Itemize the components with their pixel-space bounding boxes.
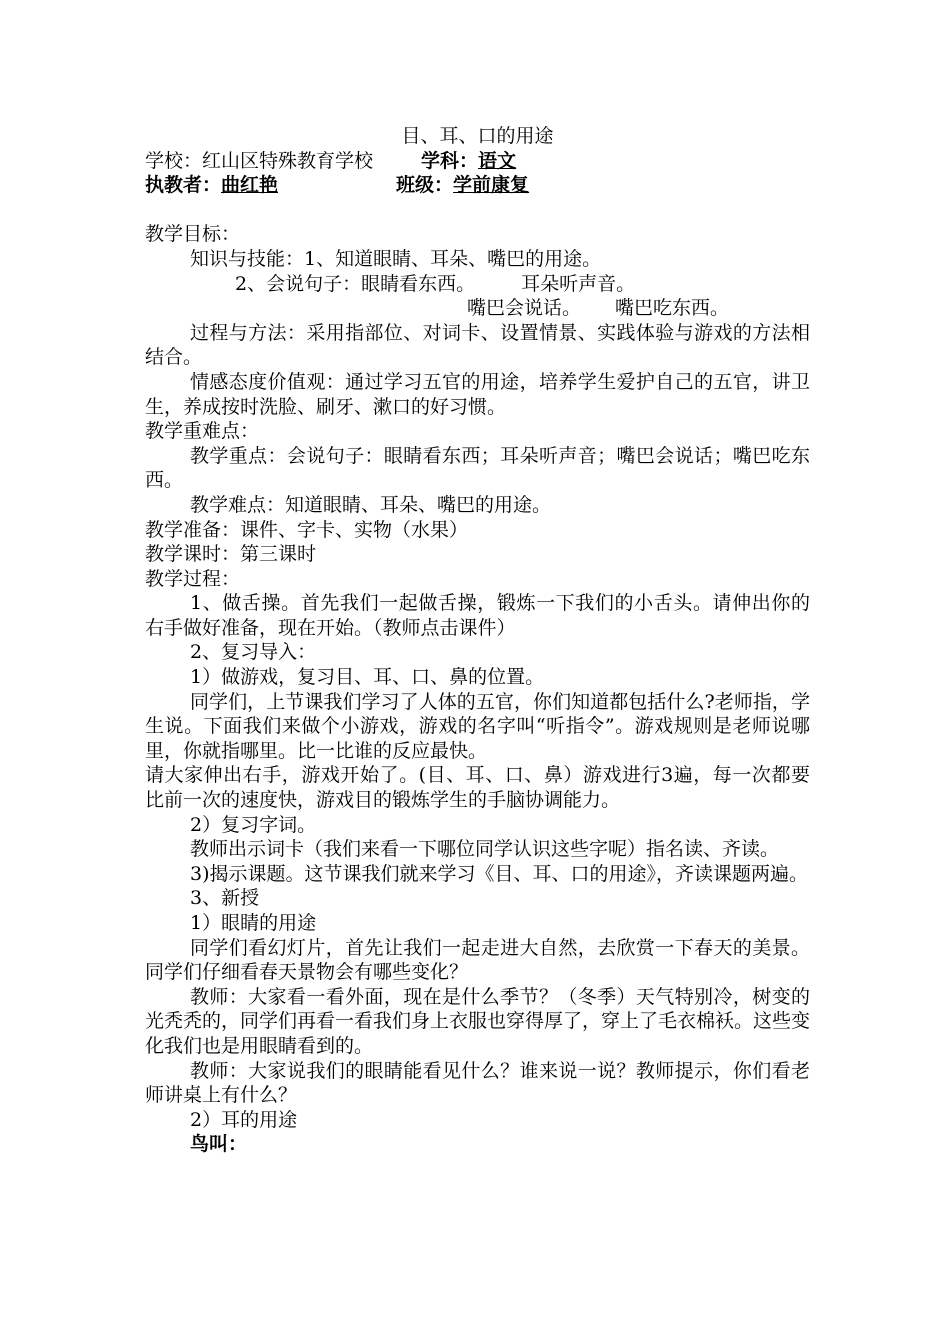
step-3-1-text-2: 教师：大家看一看外面，现在是什么季节？（冬季）天气特别冷，树变的光秃秃的，同学们再看一看我们身上衣服也穿得厚了，穿上了毛衣棉袄。这些变化我们也是用眼睛看到的。 [145, 985, 811, 1057]
teacher-name: 曲红艳 [221, 174, 279, 197]
school-subject-line [145, 149, 810, 174]
document-title: 目、耳、口的用途 [401, 125, 554, 147]
document-body [145, 124, 810, 1157]
skill-item-2 [145, 272, 810, 297]
objectives-heading: 教学目标： [145, 223, 241, 246]
class-value: 学前康复 [453, 174, 530, 197]
preparation: 教学准备：课件、字卡、实物（水果） [145, 518, 469, 541]
skill-item-1: 知识与技能：1、知道眼睛、耳朵、嘴巴的用途。 [190, 247, 602, 270]
step-2-3: 3)揭示课题。这节课我们就来学习《目、耳、口的用途》，齐读课题两遍。 [190, 862, 809, 885]
step-2: 2、复习导入： [190, 641, 317, 664]
teacher-label: 执教者： [145, 174, 222, 197]
step-3-1-text-3: 教师：大家说我们的眼睛能看见什么？谁来说一说？教师提示，你们看老师讲桌上有什么？ [145, 1059, 810, 1107]
school-name: 红山区特殊教育学校 [202, 149, 374, 172]
sentence-mouth-eat: 嘴巴吃东西。 [615, 297, 730, 320]
step-2-1: 1）做游戏，复习目、耳、口、鼻的位置。 [190, 666, 545, 689]
class-label: 班级： [396, 174, 454, 197]
sentence-mouth-speak: 嘴巴会说话。 [467, 297, 582, 320]
bird-sound: 鸟叫： [190, 1133, 248, 1156]
teacher-class-line [145, 173, 810, 198]
process-method: 过程与方法：采用指部位、对词卡、设置情景、实践体验与游戏的方法相结合。 [145, 321, 810, 369]
step-2-1-text-2: 请大家伸出右手，游戏开始了。(目、耳、口、鼻）游戏进行3遍，每一次都要比前一次的速度快，游戏目的锻炼学生的手脑协调能力。 [145, 764, 810, 812]
school-label: 学校： [145, 149, 203, 172]
subject-value: 语文 [478, 149, 517, 172]
sentence-eyes: 2、会说句子：眼睛看东西。 [235, 272, 476, 295]
step-2-2-text: 教师出示词卡（我们来看一下哪位同学认识这些字呢）指名读、齐读。 [190, 838, 780, 861]
skill-item-2-cont [145, 296, 810, 321]
emotion-goal: 情感态度价值观：通过学习五官的用途，培养学生爱护自己的五官，讲卫生，养成按时洗脸、刷牙、漱口的好习惯。 [145, 370, 810, 418]
step-3-1-text: 同学们看幻灯片，首先让我们一起走进大自然，去欣赏一下春天的美景。同学们仔细看春天景物会有哪些变化？ [145, 936, 810, 984]
step-3-2: 2）耳的用途 [190, 1108, 298, 1131]
step-3-1: 1）眼睛的用途 [190, 912, 317, 934]
step-2-2: 2）复习字词。 [190, 813, 317, 836]
key-point: 教学重点：会说句子：眼睛看东西；耳朵听声音；嘴巴会说话；嘴巴吃东西。 [145, 444, 810, 492]
sentence-ears: 耳朵听声音。 [521, 272, 636, 295]
step-3: 3、新授 [190, 887, 260, 910]
step-2-1-text: 同学们，上节课我们学习了人体的五官，你们知道都包括什么?老师指，学生说。下面我们来做个小游戏，游戏的名字叫“听指令”。游戏规则是老师说哪里，你就指哪里。比一比谁的反应最快。 [145, 690, 810, 762]
difficult-point: 教学难点：知道眼睛、耳朵、嘴巴的用途。 [190, 493, 552, 516]
key-heading: 教学重难点： [145, 420, 260, 443]
subject-label: 学科： [421, 149, 479, 172]
step-1: 1、做舌操。首先我们一起做舌操，锻炼一下我们的小舌头。请伸出你的右手做好准备，现在开始。（教师点击课件） [145, 592, 810, 639]
class-period: 教学课时：第三课时 [145, 543, 317, 566]
process-heading: 教学过程： [145, 567, 241, 590]
